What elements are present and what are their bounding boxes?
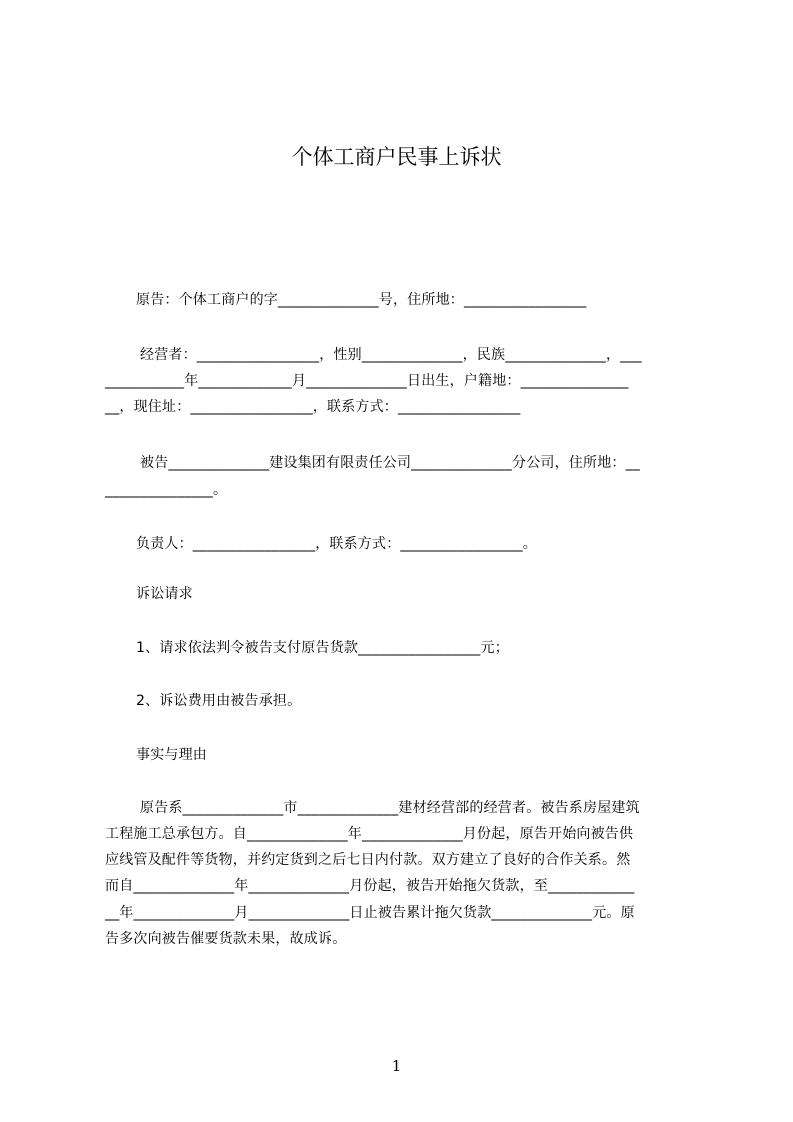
- facts-line-1: 原告系______________市______________建材经营部的经营者。被告系房屋建筑: [140, 800, 640, 816]
- defendant-line-1: 被告______________建设集团有限责任公司______________分公司，住所地：__: [140, 455, 640, 471]
- claims-heading: 诉讼请求: [136, 586, 193, 602]
- responsible-line: 负责人：_________________，联系方式：_________________。: [136, 536, 537, 552]
- defendant-line-2: _______________。: [105, 482, 228, 498]
- facts-line-6: 告多次向被告催要货款未果，故成诉。: [105, 931, 347, 947]
- operator-line-2: ___________年_____________月______________日出生，户籍地：_______________: [105, 373, 629, 389]
- page-number: 1: [391, 1057, 402, 1075]
- facts-line-2: 工程施工总承包方。自______________年______________月份起，原告开始向被告供: [105, 826, 634, 842]
- facts-heading: 事实与理由: [136, 747, 207, 763]
- facts-line-4: 而自______________年______________月份起，被告开始拖欠货款，至____________: [105, 878, 635, 894]
- facts-line-3: 应线管及配件等货物，并约定货到之后七日内付款。双方建立了良好的合作关系。然: [105, 852, 631, 868]
- document-title: 个体工商户民事上诉状: [291, 145, 502, 169]
- operator-line-3: __，现住址：_________________，联系方式：_________________: [105, 399, 521, 415]
- claim-1: 1、请求依法判令被告支付原告货款_________________元；: [136, 640, 509, 656]
- facts-line-5: __年______________月______________日止被告累计拖欠货款______________元。原: [105, 905, 635, 921]
- operator-line-1: 经营者：_________________，性别______________，民族______________，___: [140, 347, 642, 363]
- claim-2: 2、诉讼费用由被告承担。: [136, 693, 302, 709]
- plaintiff-line: 原告：个体工商户的字______________号，住所地：_________________: [136, 292, 587, 308]
